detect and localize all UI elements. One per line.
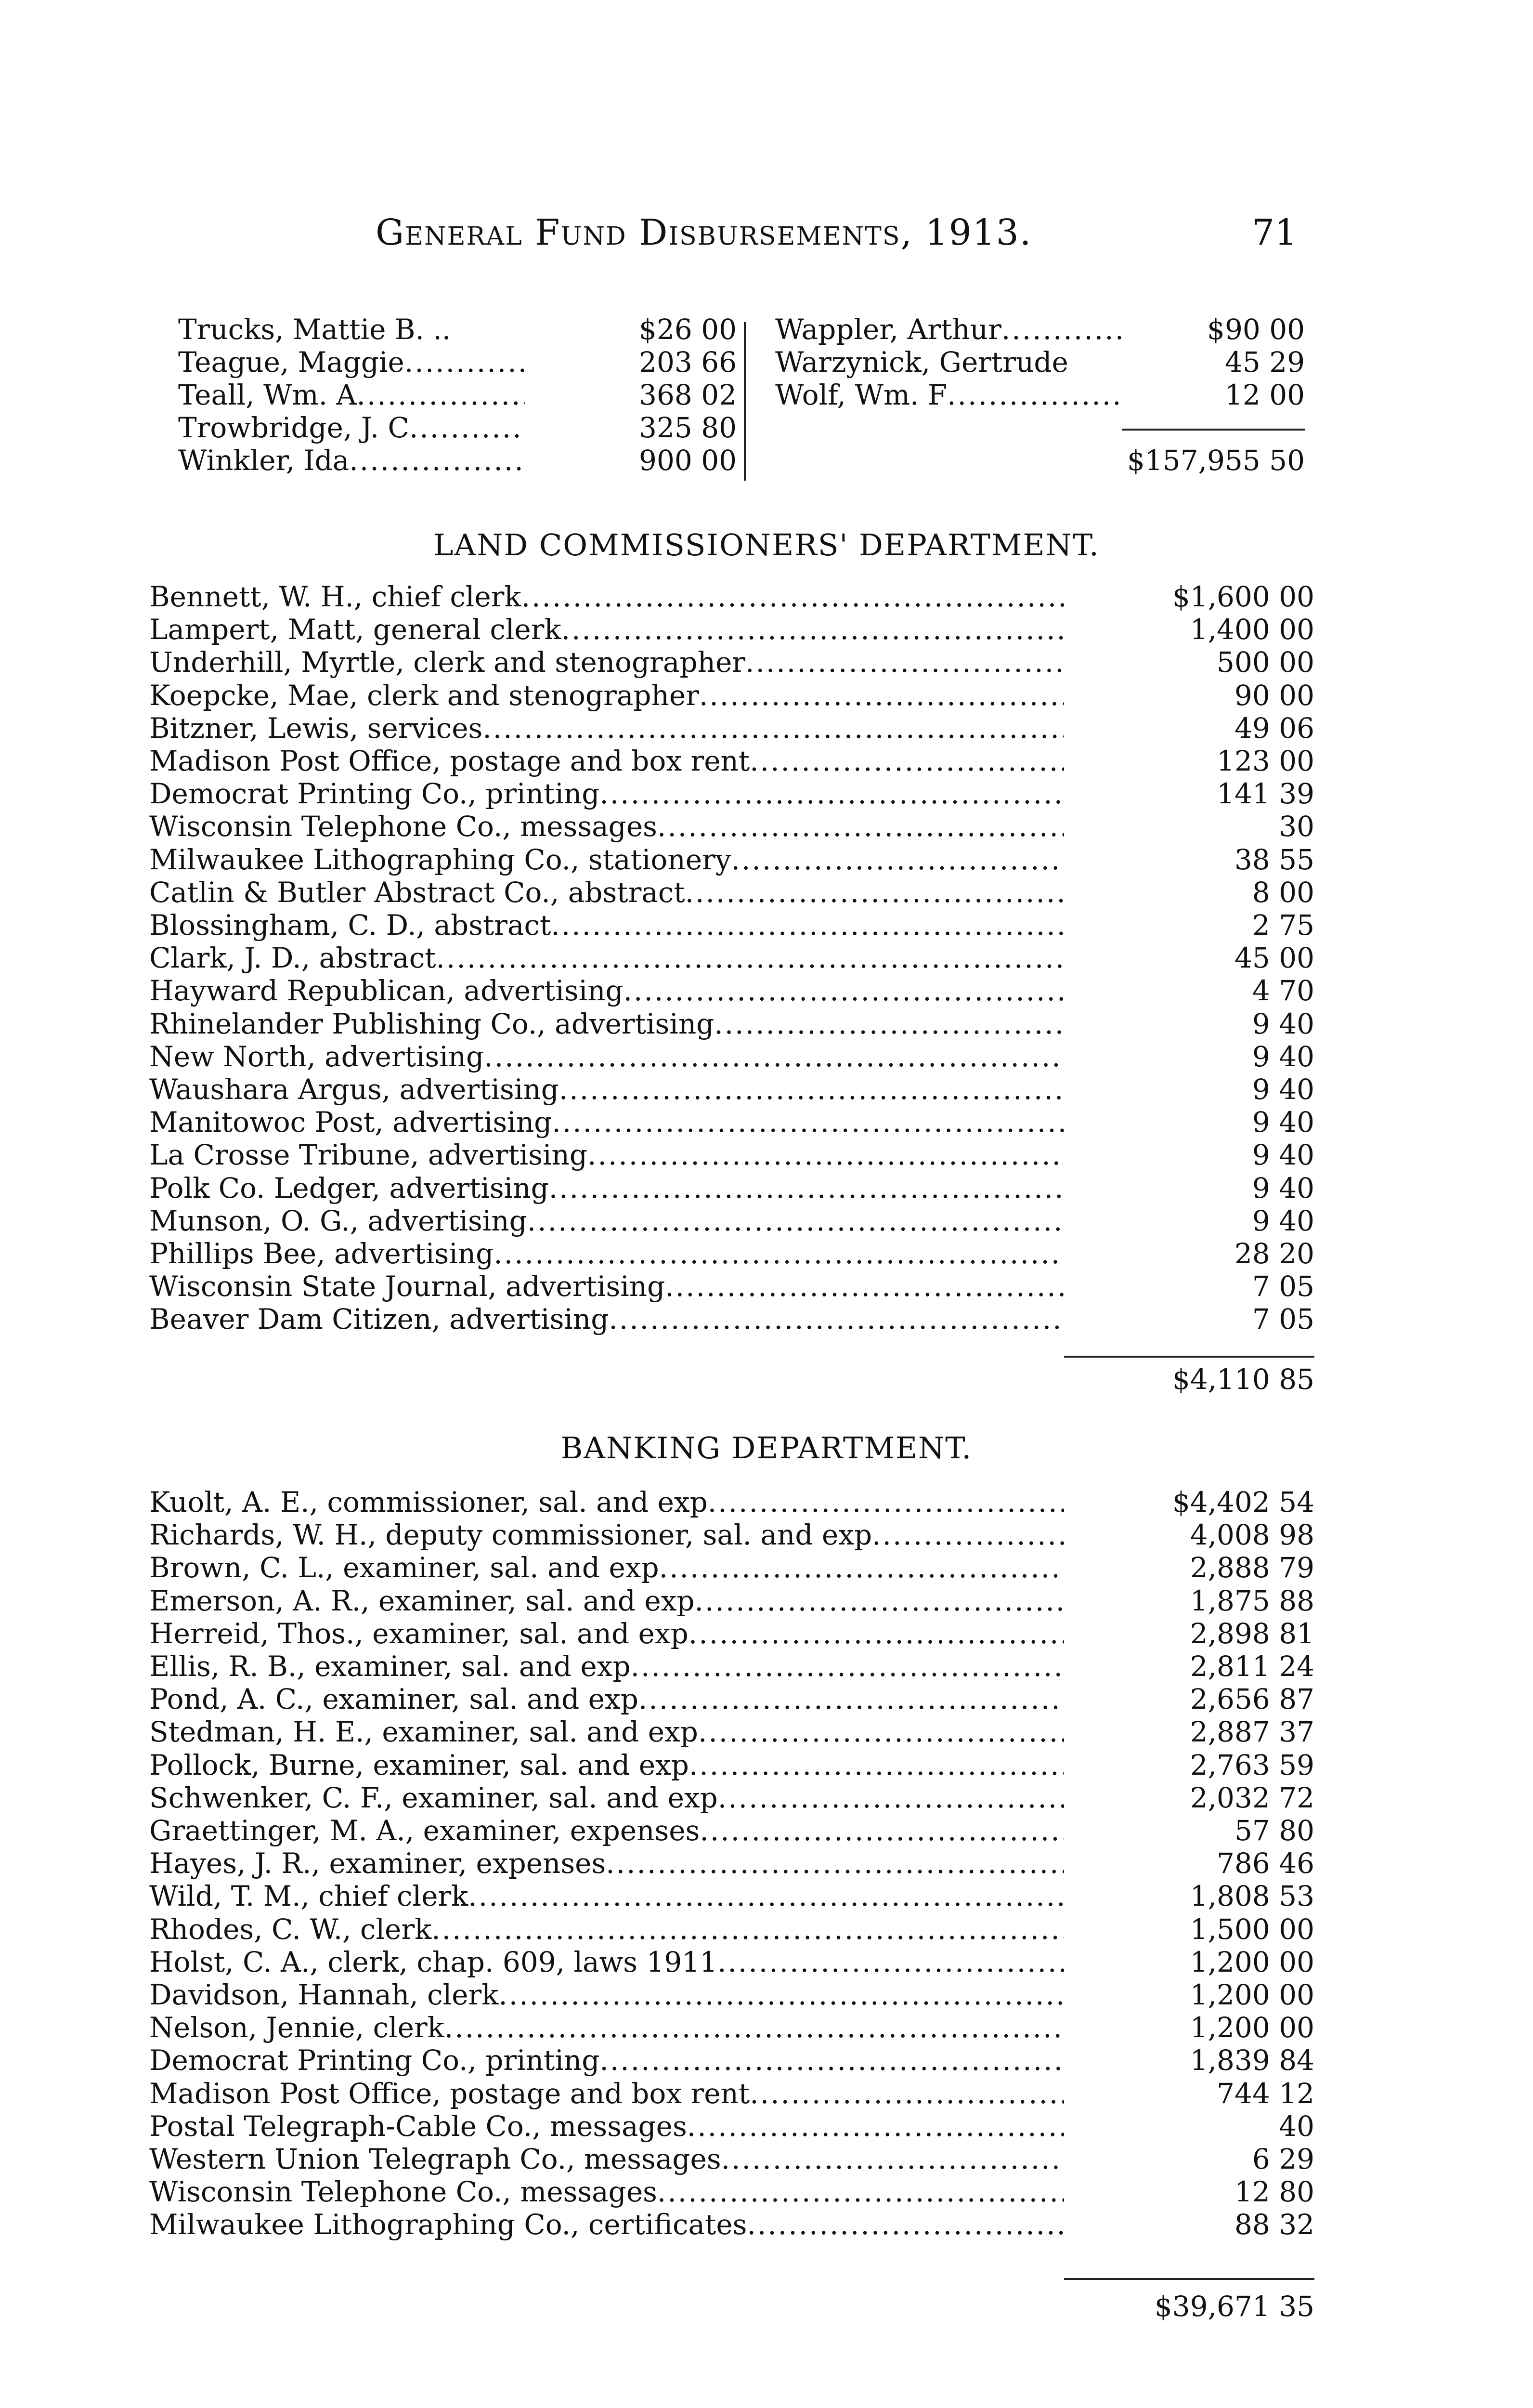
leader-dots bbox=[700, 1814, 1064, 1847]
amount: 90 00 bbox=[1234, 679, 1314, 712]
amount: 2 75 bbox=[1252, 909, 1314, 942]
amount: 123 00 bbox=[1217, 745, 1314, 777]
list-item bbox=[149, 613, 1314, 646]
leader-dots bbox=[1001, 313, 1122, 346]
leader-dots bbox=[484, 1040, 1064, 1073]
list-item bbox=[149, 1040, 1314, 1073]
list-item bbox=[149, 1650, 1314, 1683]
list-item bbox=[149, 1008, 1314, 1040]
list-item bbox=[149, 909, 1314, 942]
amount: 45 29 bbox=[1224, 346, 1305, 379]
payee-name: Democrat Printing Co., printing bbox=[149, 777, 600, 811]
amount: 9 40 bbox=[1252, 1106, 1314, 1139]
payee-name: Graettinger, M. A., examiner, expenses bbox=[149, 1814, 700, 1847]
leader-dots bbox=[718, 1781, 1064, 1814]
list-item bbox=[775, 379, 1305, 411]
amount: 40 bbox=[1279, 2109, 1314, 2143]
amount: 900 00 bbox=[639, 444, 737, 477]
leader-dots bbox=[482, 712, 1064, 745]
leader-dots bbox=[436, 942, 1065, 974]
list-item bbox=[149, 810, 1314, 843]
list-item bbox=[149, 1106, 1314, 1139]
payee-name: Warzynick, Gertrude bbox=[775, 346, 1068, 379]
payee-name: Stedman, H. E., examiner, sal. and exp bbox=[149, 1715, 698, 1749]
amount: 1,839 84 bbox=[1190, 2044, 1314, 2077]
amount: 88 32 bbox=[1234, 2208, 1314, 2241]
leader-dots bbox=[685, 876, 1064, 909]
amount: 2,763 59 bbox=[1190, 1748, 1314, 1781]
amount: 57 80 bbox=[1234, 1814, 1314, 1847]
amount: 4,008 98 bbox=[1190, 1518, 1314, 1552]
payee-name: Postal Telegraph-Cable Co., messages bbox=[149, 2109, 687, 2143]
leader-dots bbox=[409, 411, 525, 444]
leader-dots bbox=[689, 1617, 1064, 1650]
leader-dots bbox=[561, 613, 1064, 646]
amount: 28 20 bbox=[1234, 1237, 1314, 1270]
leader-dots bbox=[624, 974, 1064, 1007]
leader-dots bbox=[947, 379, 1122, 411]
amount: 9 40 bbox=[1252, 1073, 1314, 1106]
payee-name: Davidson, Hannah, clerk bbox=[149, 1978, 499, 2011]
amount: 2,032 72 bbox=[1190, 1781, 1314, 1814]
payee-name: Munson, O. G., advertising bbox=[149, 1204, 527, 1237]
amount: 203 66 bbox=[639, 346, 737, 379]
list-item bbox=[149, 2044, 1314, 2077]
amount: 12 80 bbox=[1234, 2175, 1314, 2209]
list-item bbox=[149, 1303, 1314, 1335]
payee-name: Ellis, R. B., examiner, sal. and exp bbox=[149, 1650, 631, 1683]
list-item bbox=[149, 1204, 1314, 1237]
payee-name: Pollock, Burne, examiner, sal. and exp bbox=[149, 1748, 689, 1781]
amount: 9 40 bbox=[1252, 1171, 1314, 1204]
list-item bbox=[149, 1139, 1314, 1171]
leader-dots bbox=[750, 745, 1064, 777]
payee-name: Koepcke, Mae, clerk and stenographer bbox=[149, 679, 699, 712]
payee-name: Hayes, J. R., examiner, expenses bbox=[149, 1847, 606, 1880]
amount: 2,887 37 bbox=[1190, 1715, 1314, 1749]
list-item bbox=[149, 646, 1314, 679]
amount: $26 00 bbox=[639, 313, 737, 346]
list-item bbox=[775, 346, 1305, 379]
leader-dots bbox=[747, 2208, 1064, 2241]
leader-dots bbox=[468, 1880, 1064, 1912]
payee-name: Madison Post Office, postage and box rent bbox=[149, 745, 750, 777]
amount: 1,500 00 bbox=[1190, 1912, 1314, 1946]
payee-name: Kuolt, A. E., commissioner, sal. and exp bbox=[149, 1486, 708, 1518]
payee-name: Rhodes, C. W., clerk bbox=[149, 1912, 432, 1946]
amount: $4,402 54 bbox=[1172, 1486, 1314, 1518]
list-item bbox=[149, 1518, 1314, 1551]
amount: 500 00 bbox=[1217, 646, 1314, 679]
page-header bbox=[0, 212, 1533, 265]
list-item bbox=[149, 2175, 1314, 2208]
banking-section-title: BANKING DEPARTMENT. bbox=[560, 1430, 973, 1466]
payee-name: Wisconsin State Journal, advertising bbox=[149, 1270, 665, 1303]
column-divider bbox=[744, 322, 746, 481]
leader-dots bbox=[698, 1715, 1064, 1748]
payee-name: Blossingham, C. D., abstract bbox=[149, 909, 551, 942]
leader-dots bbox=[731, 843, 1064, 876]
leader-dots bbox=[750, 2077, 1064, 2110]
leader-dots bbox=[494, 1237, 1064, 1270]
payee-name: Trucks, Mattie B. .. bbox=[178, 313, 451, 346]
list-item bbox=[149, 2110, 1314, 2143]
leader-dots bbox=[699, 679, 1064, 712]
leader-dots bbox=[745, 646, 1064, 679]
amount: 786 46 bbox=[1217, 1847, 1314, 1880]
list-item bbox=[149, 974, 1314, 1007]
payee-name: Beaver Dam Citizen, advertising bbox=[149, 1303, 609, 1336]
list-item bbox=[149, 876, 1314, 909]
list-item bbox=[149, 1172, 1314, 1204]
amount: 368 02 bbox=[639, 379, 737, 411]
list-item bbox=[178, 313, 737, 346]
amount: 1,200 00 bbox=[1190, 2011, 1314, 2044]
leader-dots bbox=[404, 346, 525, 379]
amount: 4 70 bbox=[1252, 974, 1314, 1008]
amount: 9 40 bbox=[1252, 1040, 1314, 1073]
list-item bbox=[149, 1946, 1314, 1978]
list-item bbox=[149, 777, 1314, 810]
leader-dots bbox=[606, 1847, 1064, 1880]
list-item bbox=[149, 1683, 1314, 1715]
list-item bbox=[149, 580, 1314, 613]
amount: 7 05 bbox=[1252, 1303, 1314, 1336]
list-item bbox=[149, 1880, 1314, 1912]
amount: 7 05 bbox=[1252, 1270, 1314, 1303]
amount: 1,808 53 bbox=[1190, 1880, 1314, 1913]
list-item bbox=[149, 1715, 1314, 1748]
amount: 30 bbox=[1279, 810, 1314, 843]
amount: 9 40 bbox=[1252, 1007, 1314, 1040]
leader-dots bbox=[657, 2175, 1064, 2208]
leader-dots bbox=[689, 1749, 1064, 1781]
amount: 2,888 79 bbox=[1190, 1551, 1314, 1584]
leader-dots bbox=[665, 1270, 1064, 1303]
leader-dots bbox=[599, 2044, 1064, 2077]
leader-dots bbox=[872, 1518, 1064, 1551]
payee-name: Nelson, Jennie, clerk bbox=[149, 2011, 444, 2044]
amount: 2,656 87 bbox=[1190, 1683, 1314, 1716]
list-item bbox=[149, 1978, 1314, 2011]
list-item bbox=[149, 1749, 1314, 1781]
payee-name: Phillips Bee, advertising bbox=[149, 1237, 494, 1270]
payee-name: Wappler, Arthur bbox=[775, 313, 1001, 346]
leader-dots bbox=[714, 1008, 1064, 1040]
payee-name: Milwaukee Lithographing Co., stationery bbox=[149, 843, 731, 876]
top-total: $157,955 50 bbox=[1127, 444, 1305, 477]
leader-dots bbox=[687, 2110, 1064, 2143]
list-item bbox=[149, 1617, 1314, 1650]
amount: 6 29 bbox=[1252, 2143, 1314, 2175]
leader-dots bbox=[638, 1683, 1064, 1715]
payee-name: Clark, J. D., abstract bbox=[149, 942, 436, 975]
payee-name: Teall, Wm. A bbox=[178, 379, 357, 411]
list-item bbox=[149, 745, 1314, 777]
list-item bbox=[149, 942, 1314, 974]
amount: 8 00 bbox=[1252, 876, 1314, 909]
page-number: 71 bbox=[1252, 212, 1298, 253]
leader-dots bbox=[527, 1204, 1064, 1237]
total-rule bbox=[1122, 429, 1305, 431]
amount: 1,875 88 bbox=[1190, 1584, 1314, 1617]
payee-name: Bennett, W. H., chief clerk bbox=[149, 580, 521, 613]
page-title: General Fund Disbursements, 1913. bbox=[376, 212, 1032, 253]
banking-total-rule bbox=[1064, 2278, 1314, 2280]
leader-dots bbox=[349, 444, 525, 477]
amount: 9 40 bbox=[1252, 1139, 1314, 1172]
payee-name: Waushara Argus, advertising bbox=[149, 1073, 559, 1106]
leader-dots bbox=[609, 1303, 1064, 1335]
payee-name: Holst, C. A., clerk, chap. 609, laws 1911 bbox=[149, 1945, 718, 1978]
amount: 141 39 bbox=[1217, 777, 1314, 811]
leader-dots bbox=[521, 580, 1064, 613]
list-item bbox=[149, 2208, 1314, 2241]
payee-name: Wisconsin Telephone Co., messages bbox=[149, 2175, 657, 2209]
leader-dots bbox=[708, 1486, 1064, 1518]
amount: 45 00 bbox=[1234, 942, 1314, 975]
leader-dots bbox=[552, 1106, 1064, 1139]
payee-name: Lampert, Matt, general clerk bbox=[149, 613, 561, 646]
list-item bbox=[775, 313, 1305, 346]
payee-name: Underhill, Myrtle, clerk and stenographer bbox=[149, 646, 746, 679]
list-item bbox=[178, 346, 737, 379]
payee-name: Wisconsin Telephone Co., messages bbox=[149, 810, 657, 843]
list-item bbox=[149, 1913, 1314, 1946]
amount: 38 55 bbox=[1234, 843, 1314, 876]
payee-name: Herreid, Thos., examiner, sal. and exp bbox=[149, 1617, 689, 1650]
payee-name: New North, advertising bbox=[149, 1040, 484, 1073]
payee-name: Bitzner, Lewis, services bbox=[149, 711, 483, 745]
leader-dots bbox=[695, 1584, 1064, 1617]
payee-name: Madison Post Office, postage and box rent bbox=[149, 2077, 750, 2110]
list-item bbox=[149, 1814, 1314, 1847]
leader-dots bbox=[549, 1172, 1064, 1204]
list-item bbox=[149, 712, 1314, 745]
amount: 12 00 bbox=[1224, 379, 1305, 411]
list-item bbox=[178, 444, 737, 477]
payee-name: Western Union Telegraph Co., messages bbox=[149, 2143, 721, 2175]
payee-name: Wild, T. M., chief clerk bbox=[149, 1880, 468, 1913]
amount: 9 40 bbox=[1252, 1204, 1314, 1237]
banking-total: $39,671 35 bbox=[1154, 2290, 1314, 2323]
payee-name: Pond, A. C., examiner, sal. and exp bbox=[149, 1683, 638, 1716]
list-item bbox=[149, 2011, 1314, 2044]
leader-dots bbox=[559, 1073, 1064, 1106]
list-item bbox=[149, 2077, 1314, 2110]
payee-name: Emerson, A. R., examiner, sal. and exp bbox=[149, 1584, 695, 1617]
list-item bbox=[149, 1237, 1314, 1270]
amount: $90 00 bbox=[1207, 313, 1305, 346]
list-item bbox=[149, 1584, 1314, 1617]
leader-dots bbox=[657, 810, 1064, 843]
payee-name: Milwaukee Lithographing Co., certificates bbox=[149, 2208, 747, 2241]
payee-name: Wolf, Wm. F bbox=[775, 379, 948, 411]
list-item bbox=[149, 1847, 1314, 1880]
payee-name: Manitowoc Post, advertising bbox=[149, 1106, 552, 1139]
leader-dots bbox=[599, 777, 1064, 810]
leader-dots bbox=[551, 909, 1064, 942]
payee-name: La Crosse Tribune, advertising bbox=[149, 1139, 588, 1172]
payee-name: Democrat Printing Co., printing bbox=[149, 2044, 600, 2077]
list-item bbox=[149, 2143, 1314, 2175]
payee-name: Rhinelander Publishing Co., advertising bbox=[149, 1007, 715, 1040]
amount: 2,811 24 bbox=[1190, 1650, 1314, 1683]
amount: 2,898 81 bbox=[1190, 1617, 1314, 1650]
leader-dots bbox=[431, 1913, 1064, 1946]
amount: 1,200 00 bbox=[1190, 1978, 1314, 2011]
list-item bbox=[178, 379, 737, 411]
amount: 744 12 bbox=[1217, 2077, 1314, 2110]
amount: 49 06 bbox=[1234, 711, 1314, 745]
list-item bbox=[149, 1781, 1314, 1814]
leader-dots bbox=[717, 1946, 1064, 1978]
payee-name: Catlin & Butler Abstract Co., abstract bbox=[149, 876, 685, 909]
list-item bbox=[149, 843, 1314, 876]
payee-name: Winkler, Ida bbox=[178, 444, 350, 477]
leader-dots bbox=[631, 1650, 1064, 1683]
leader-dots bbox=[444, 2011, 1064, 2044]
leader-dots bbox=[498, 1978, 1064, 2011]
amount: 1,200 00 bbox=[1190, 1945, 1314, 1978]
list-item bbox=[149, 679, 1314, 712]
list-item bbox=[149, 1551, 1314, 1584]
leader-dots bbox=[659, 1551, 1064, 1584]
payee-name: Trowbridge, J. C bbox=[178, 411, 409, 444]
leader-dots bbox=[587, 1139, 1064, 1171]
list-item bbox=[149, 1486, 1314, 1518]
payee-name: Schwenker, C. F., examiner, sal. and exp bbox=[149, 1781, 718, 1814]
list-item bbox=[149, 1270, 1314, 1303]
amount: 1,400 00 bbox=[1190, 613, 1314, 646]
payee-name: Teague, Maggie bbox=[178, 346, 404, 379]
land-section-title: LAND COMMISSIONERS' DEPARTMENT. bbox=[433, 527, 1100, 563]
land-total: $4,110 85 bbox=[1172, 1363, 1314, 1396]
list-item bbox=[178, 411, 737, 444]
payee-name: Richards, W. H., deputy commissioner, sal. and exp bbox=[149, 1518, 872, 1552]
land-total-rule bbox=[1064, 1356, 1314, 1358]
list-item bbox=[149, 1073, 1314, 1106]
amount: 325 80 bbox=[639, 411, 737, 444]
payee-name: Polk Co. Ledger, advertising bbox=[149, 1171, 549, 1204]
amount: $1,600 00 bbox=[1172, 580, 1314, 613]
payee-name: Brown, C. L., examiner, sal. and exp bbox=[149, 1551, 659, 1584]
leader-dots bbox=[356, 379, 525, 411]
payee-name: Hayward Republican, advertising bbox=[149, 974, 624, 1008]
leader-dots bbox=[721, 2143, 1064, 2175]
